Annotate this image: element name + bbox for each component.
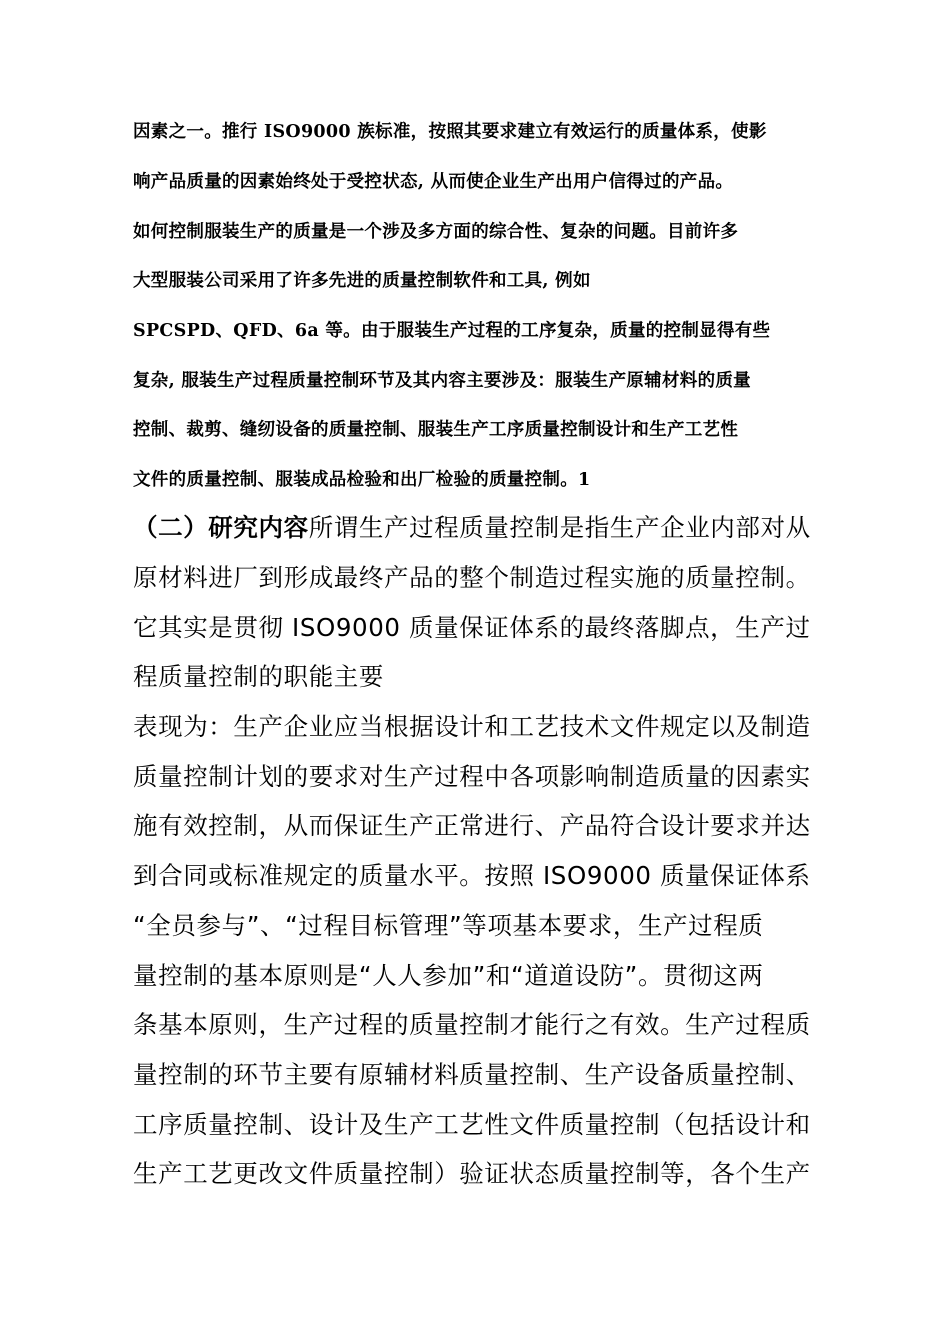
text-line: 因素之一。推行 ISO9000 族标准，按照其要求建立有效运行的质量体系，使影 — [133, 122, 767, 142]
text-line: 表现为：生产企业应当根据设计和工艺技术文件规定以及制造 — [133, 712, 811, 741]
text-line: 生产工艺更改文件质量控制）验证状态质量控制等，各个生产 — [133, 1159, 811, 1188]
text-line: 质量控制计划的要求对生产过程中各项影响制造质量的因素实 — [133, 762, 811, 791]
text-line: 复杂, 服装生产过程质量控制环节及其内容主要涉及：服装生产原辅材料的质量 — [133, 371, 751, 391]
section-first-line — [133, 512, 811, 544]
text-line: 文件的质量控制、服装成品检验和出厂检验的质量控制。1 — [133, 470, 591, 490]
text-line: 量控制的基本原则是“人人参加”和“道道设防”。贯彻这两 — [133, 961, 764, 990]
section-first-line-text: 所谓生产过程质量控制是指生产企业内部对从 — [308, 513, 811, 542]
text-line: 控制、裁剪、缝纫设备的质量控制、服装生产工序质量控制设计和生产工艺性 — [133, 420, 739, 440]
text-line: 到合同或标准规定的质量水平。按照 ISO9000 质量保证体系 — [133, 861, 811, 890]
text-line: 工序质量控制、设计及生产工艺性文件质量控制（包括设计和 — [133, 1110, 811, 1139]
text-line: 原材料进厂到形成最终产品的整个制造过程实施的质量控制。 — [133, 563, 811, 592]
text-line: 程质量控制的职能主要 — [133, 662, 384, 691]
text-line: 条基本原则，生产过程的质量控制才能行之有效。生产过程质 — [133, 1010, 811, 1039]
text-line: 量控制的环节主要有原辅材料质量控制、生产设备质量控制、 — [133, 1060, 811, 1089]
section-heading: （二）研究内容 — [133, 513, 309, 542]
text-line: SPCSPD、QFD、6a 等。由于服装生产过程的工序复杂，质量的控制显得有些 — [133, 321, 771, 341]
text-line: 它其实是贯彻 ISO9000 质量保证体系的最终落脚点，生产过 — [133, 613, 811, 642]
text-line: “全员参与”、“过程目标管理”等项基本要求，生产过程质 — [133, 911, 764, 940]
text-line: 响产品质量的因素始终处于受控状态, 从而使企业生产出用户信得过的产品。 — [133, 172, 734, 192]
text-line: 大型服装公司采用了许多先进的质量控制软件和工具, 例如 — [133, 271, 591, 291]
text-line: 如何控制服装生产的质量是一个涉及多方面的综合性、复杂的问题。目前许多 — [133, 222, 739, 242]
text-line: 施有效控制，从而保证生产正常进行、产品符合设计要求并达 — [133, 811, 811, 840]
